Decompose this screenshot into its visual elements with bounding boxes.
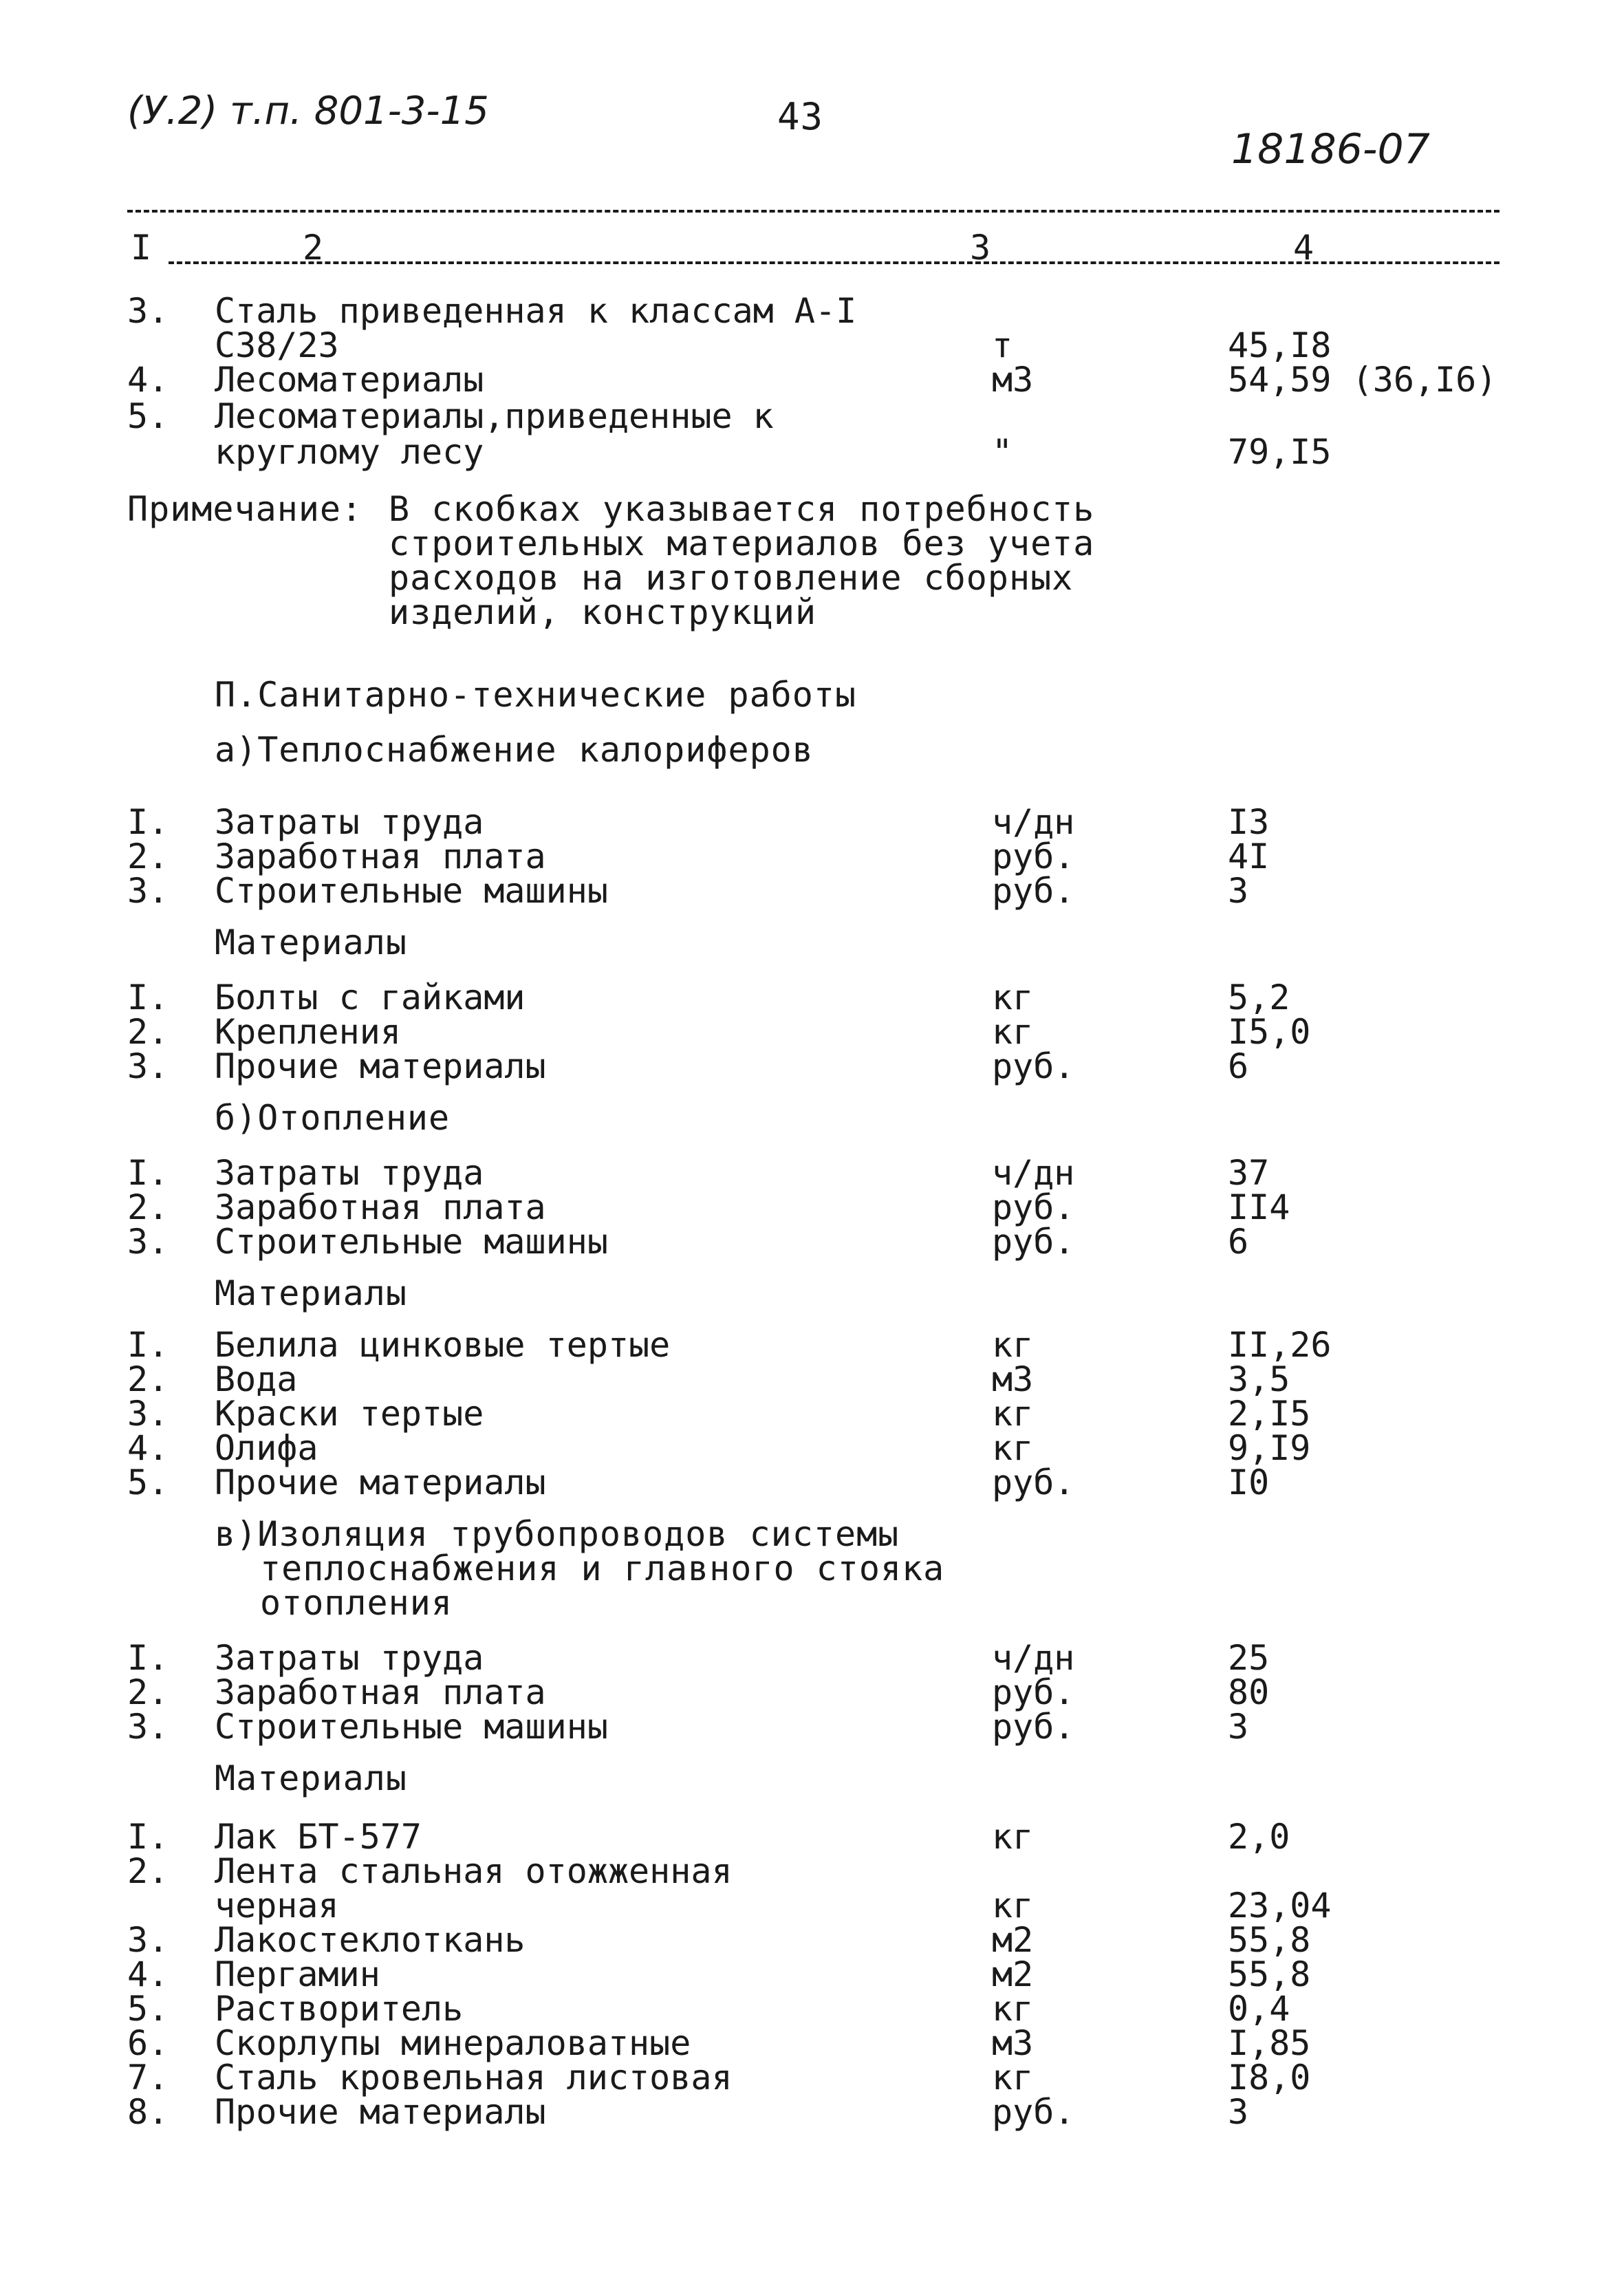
item-unit: ч/дн [992,802,1075,842]
note-line: изделий, конструкций [389,592,817,632]
item-value: 54,59 (36,I6) [1228,360,1497,400]
item-name: Лента стальная отожженная [215,1851,733,1891]
item-value: I,85 [1228,2023,1311,2063]
list-item [0,1672,1624,1712]
item-number: 5. [127,1989,169,2029]
item-name: Белила цинковые тертые [215,1325,671,1365]
item-number: 3. [127,1394,169,1434]
item-unit: м3 [992,2023,1034,2063]
list-item [0,1428,1624,1468]
list-item [0,1817,1624,1857]
column-header-2: 2 [303,228,325,268]
item-value: II4 [1228,1187,1290,1227]
item-name: Лак БТ-577 [215,1817,422,1857]
item-value: 25 [1228,1638,1270,1678]
header-rule-top [127,210,1500,213]
list-item [0,1638,1624,1678]
list-item [0,360,1624,400]
item-value: 45,I8 [1228,325,1332,365]
item-name: Краски тертые [215,1394,484,1434]
item-number: 3. [127,1707,169,1747]
item-unit: " [992,432,1013,472]
item-name: Прочие материалы [215,2092,546,2132]
item-name: Сталь приведенная к классам А-I [215,291,857,331]
item-number: 3. [127,291,169,331]
list-item [0,1153,1624,1193]
item-value: 55,8 [1228,1954,1311,1994]
item-name: Скорлупы минераловатные [215,2023,691,2063]
item-unit: ч/дн [992,1153,1075,1193]
item-unit: руб. [992,1046,1075,1086]
subsection-title: в)Изоляция трубопроводов системы [215,1514,900,1554]
item-name: Лакостеклоткань [215,1920,526,1960]
item-value: 2,0 [1228,1817,1290,1857]
subsection-title: теплоснабжения и главного стояка [260,1549,945,1588]
doc-reference: (У.2) т.п. 801-3-15 [127,89,489,133]
item-value: 37 [1228,1153,1270,1193]
item-unit: руб. [992,1222,1075,1262]
list-item [0,1886,1624,1926]
page-number: 43 [777,95,824,138]
item-unit: кг [992,1012,1034,1052]
item-number: I. [127,1817,169,1857]
list-item [0,2058,1624,2098]
list-item [0,1012,1624,1052]
list-item [0,839,1624,874]
item-unit: ч/дн [992,1638,1075,1678]
item-unit: руб. [992,871,1075,911]
archive-number: 18186-07 [1231,125,1430,173]
item-unit: кг [992,2058,1034,2098]
item-unit: руб. [992,2092,1075,2132]
list-item [0,802,1624,842]
item-number: 2. [127,1359,169,1399]
list-item [0,396,1624,436]
list-item [0,1465,1624,1500]
materials-heading: Материалы [215,923,407,962]
item-unit: м3 [992,360,1034,400]
item-name: Лесоматериалы,приведенные к [215,396,774,436]
list-item [0,1989,1624,2029]
item-number: 7. [127,2058,169,2098]
column-header-1: I [131,228,153,268]
item-unit: кг [992,978,1034,1017]
item-name: круглому лесу [215,432,484,472]
item-name: Затраты труда [215,802,484,842]
item-unit: кг [992,1428,1034,1468]
item-unit: м3 [992,1359,1034,1399]
item-number: 3. [127,871,169,911]
note-label: Примечание: [127,489,363,529]
item-number: 4. [127,1428,169,1468]
item-number: 2. [127,1672,169,1712]
item-unit: м2 [992,1920,1034,1960]
item-number: 2. [127,1187,169,1227]
item-value: 23,04 [1228,1886,1332,1926]
item-number: 6. [127,2023,169,2063]
item-number: I. [127,1638,169,1678]
list-item [0,1851,1624,1891]
item-unit: кг [992,1325,1034,1365]
item-name: Затраты труда [215,1638,484,1678]
item-number: 3. [127,1222,169,1262]
item-name: Вода [215,1359,298,1399]
item-number: I. [127,1325,169,1365]
item-name: Заработная плата [215,837,546,876]
list-item [0,2092,1624,2132]
item-name: Заработная плата [215,1187,546,1227]
item-unit: руб. [992,837,1075,876]
list-item [0,1046,1624,1086]
item-unit: т [992,325,1013,365]
item-unit: руб. [992,1463,1075,1502]
item-number: 5. [127,396,169,436]
item-value: 0,4 [1228,1989,1290,2029]
item-value: 4I [1228,837,1270,876]
note-line: В скобках указывается потребность [389,489,1095,529]
list-item [0,1325,1624,1365]
list-item [0,432,1624,472]
item-unit: руб. [992,1187,1075,1227]
item-name: Прочие материалы [215,1046,546,1086]
item-value: 2,I5 [1228,1394,1311,1434]
column-header-3: 3 [970,228,992,268]
item-unit: кг [992,1817,1034,1857]
subsection-title: б)Отопление [215,1098,451,1138]
item-value: 55,8 [1228,1920,1311,1960]
item-name: Сталь кровельная листовая [215,2058,733,2098]
item-unit: кг [992,1989,1034,2029]
subsection-title: отопления [260,1583,453,1623]
item-value: I0 [1228,1463,1270,1502]
item-unit: м2 [992,1954,1034,1994]
list-item [0,291,1624,331]
item-value: 6 [1228,1222,1249,1262]
item-value: 3,5 [1228,1359,1290,1399]
item-number: 5. [127,1463,169,1502]
item-value: I3 [1228,802,1270,842]
list-item [0,1954,1624,1994]
item-name: Прочие материалы [215,1463,546,1502]
list-item [0,2023,1624,2063]
materials-heading: Материалы [215,1273,407,1313]
item-number: 2. [127,1012,169,1052]
subsection-title: а)Теплоснабжение калориферов [215,730,814,770]
item-name: Болты с гайками [215,978,526,1017]
item-name: Растворитель [215,1989,464,2029]
item-value: 9,I9 [1228,1428,1311,1468]
list-item [0,1359,1624,1399]
item-value: 3 [1228,871,1249,911]
item-name: Заработная плата [215,1672,546,1712]
item-value: 3 [1228,1707,1249,1747]
item-name: Лесоматериалы [215,360,484,400]
item-name: Строительные машины [215,1222,608,1262]
list-item [0,1707,1624,1747]
item-value: 6 [1228,1046,1249,1086]
item-value: 3 [1228,2092,1249,2132]
list-item [0,325,1624,365]
item-name: Пергамин [215,1954,380,1994]
item-number: I. [127,978,169,1017]
item-name: Олифа [215,1428,318,1468]
list-item [0,1222,1624,1262]
item-value: I5,0 [1228,1012,1311,1052]
list-item [0,980,1624,1015]
item-number: I. [127,802,169,842]
item-unit: руб. [992,1672,1075,1712]
item-unit: руб. [992,1707,1075,1747]
item-number: 4. [127,1954,169,1994]
item-unit: кг [992,1394,1034,1434]
item-name: Крепления [215,1012,401,1052]
item-name: черная [215,1886,339,1926]
item-unit: кг [992,1886,1034,1926]
item-value: II,26 [1228,1325,1332,1365]
note-line: расходов на изготовление сборных [389,558,1074,598]
note-line: строительных материалов без учета [389,524,1095,563]
list-item [0,1920,1624,1960]
section-title: П.Санитарно-технические работы [215,675,857,715]
item-value: 5,2 [1228,978,1290,1017]
item-number: 2. [127,837,169,876]
item-number: 2. [127,1851,169,1891]
item-number: 8. [127,2092,169,2132]
list-item [0,1394,1624,1434]
item-name: С38/23 [215,325,339,365]
item-value: I8,0 [1228,2058,1311,2098]
list-item [0,871,1624,911]
column-header-4: 4 [1293,228,1315,268]
item-number: I. [127,1153,169,1193]
item-name: Строительные машины [215,871,608,911]
item-name: Строительные машины [215,1707,608,1747]
list-item [0,1187,1624,1227]
materials-heading: Материалы [215,1758,407,1798]
item-value: 80 [1228,1672,1270,1712]
item-value: 79,I5 [1228,432,1332,472]
item-number: 4. [127,360,169,400]
item-name: Затраты труда [215,1153,484,1193]
item-number: 3. [127,1046,169,1086]
item-number: 3. [127,1920,169,1960]
